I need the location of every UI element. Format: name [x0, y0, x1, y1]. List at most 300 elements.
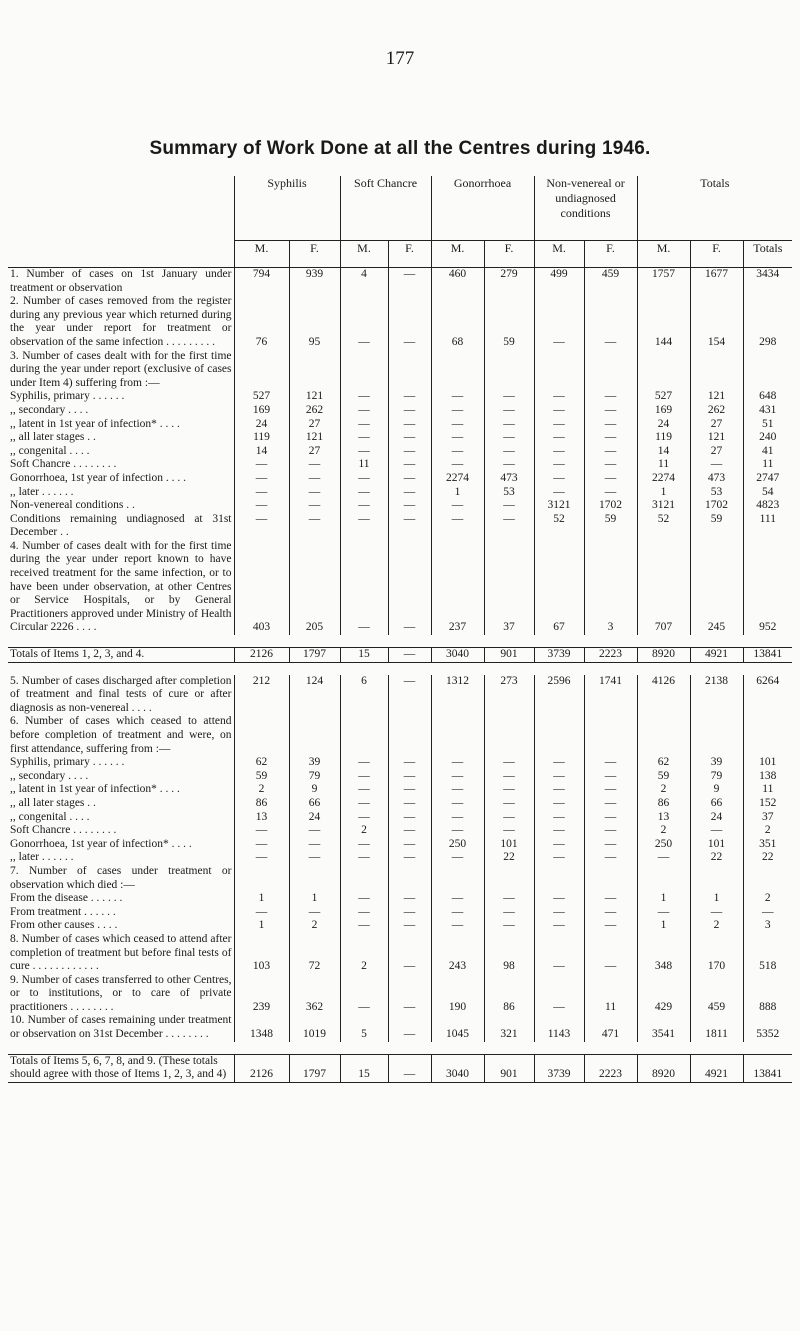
value-cell: — — [534, 811, 584, 825]
value-cell: — — [431, 445, 484, 459]
value-cell: 51 — [743, 418, 792, 432]
value-cell: 11 — [743, 458, 792, 472]
value-cell: 1019 — [289, 1014, 340, 1041]
value-cell — [289, 865, 340, 892]
value-cell: 121 — [690, 431, 743, 445]
value-cell: — — [431, 458, 484, 472]
totals-row — [8, 648, 792, 663]
value-cell — [690, 350, 743, 391]
value-cell: 13 — [637, 811, 690, 825]
value-cell — [584, 715, 637, 756]
table-row — [8, 350, 792, 391]
value-cell: 473 — [484, 472, 534, 486]
value-cell: — — [743, 906, 792, 920]
row-label: From other causes . . . . — [10, 919, 118, 932]
value-cell: — — [388, 540, 431, 635]
value-cell: 1 — [234, 919, 289, 933]
value-cell: — — [584, 756, 637, 770]
value-cell: 54 — [743, 486, 792, 500]
value-cell: 2274 — [431, 472, 484, 486]
value-cell: — — [431, 919, 484, 933]
value-cell: 27 — [690, 418, 743, 432]
value-cell — [637, 350, 690, 391]
value-cell: — — [534, 933, 584, 974]
value-cell: 321 — [484, 1014, 534, 1041]
value-cell: — — [388, 486, 431, 500]
value-cell: 27 — [690, 445, 743, 459]
value-cell: — — [289, 486, 340, 500]
value-cell: — — [234, 458, 289, 472]
page-number: 177 — [385, 48, 415, 69]
row-label: Totals of Items 5, 6, 7, 8, and 9. (These totals should agree with those of Items 1, 2, 3, and 4) — [8, 1054, 234, 1082]
value-cell: 2126 — [234, 648, 289, 663]
table-row — [8, 472, 792, 486]
value-cell: 205 — [289, 540, 340, 635]
value-cell: 24 — [690, 811, 743, 825]
value-cell: 3121 — [637, 499, 690, 513]
value-cell: 237 — [431, 540, 484, 635]
value-cell: — — [340, 295, 388, 349]
value-cell: 1797 — [289, 1054, 340, 1082]
value-cell: — — [431, 783, 484, 797]
spacer-row — [8, 635, 792, 648]
value-cell — [234, 350, 289, 391]
value-cell: — — [289, 513, 340, 540]
table-row — [8, 851, 792, 865]
value-cell: — — [534, 770, 584, 784]
value-cell: — — [289, 458, 340, 472]
value-cell: 66 — [690, 797, 743, 811]
value-cell — [388, 350, 431, 391]
value-cell: — — [584, 472, 637, 486]
value-cell: 1 — [690, 892, 743, 906]
header-corner — [8, 176, 234, 241]
value-cell: — — [484, 892, 534, 906]
value-cell: 59 — [234, 770, 289, 784]
value-cell: 351 — [743, 838, 792, 852]
value-cell: — — [340, 418, 388, 432]
value-cell: — — [584, 418, 637, 432]
value-cell: 1312 — [431, 675, 484, 716]
value-cell: — — [534, 458, 584, 472]
value-cell: — — [289, 499, 340, 513]
value-cell: 11 — [637, 458, 690, 472]
value-cell: — — [340, 486, 388, 500]
value-cell: 1741 — [584, 675, 637, 716]
value-cell: 901 — [484, 648, 534, 663]
value-cell: 1702 — [584, 499, 637, 513]
row-label: 1. Number of cases on 1st January under treatment or observation — [10, 268, 232, 294]
value-cell: 2 — [340, 824, 388, 838]
value-cell: — — [340, 919, 388, 933]
sub-header-cell: M. — [234, 241, 289, 268]
value-cell: 4 — [340, 268, 388, 296]
spacer-row — [8, 1042, 792, 1055]
value-cell: 27 — [289, 418, 340, 432]
table-row — [8, 811, 792, 825]
value-cell: 527 — [637, 390, 690, 404]
value-cell — [637, 865, 690, 892]
value-cell: 144 — [637, 295, 690, 349]
value-cell: 518 — [743, 933, 792, 974]
row-label: From treatment . . . . . . — [10, 905, 116, 918]
value-cell: 1 — [234, 892, 289, 906]
row-label: 10. Number of cases remaining under treatment or observation on 31st December . . . . . . . . — [10, 1014, 232, 1041]
value-cell: — — [388, 797, 431, 811]
value-cell: 212 — [234, 675, 289, 716]
value-cell: — — [340, 851, 388, 865]
value-cell: 59 — [690, 513, 743, 540]
value-cell: 2138 — [690, 675, 743, 716]
value-cell: 3739 — [534, 1054, 584, 1082]
value-cell: — — [484, 418, 534, 432]
value-cell: — — [431, 431, 484, 445]
value-cell: 362 — [289, 974, 340, 1015]
value-cell: — — [584, 458, 637, 472]
value-cell: 939 — [289, 268, 340, 296]
sub-header-cell: M. — [637, 241, 690, 268]
table-row — [8, 756, 792, 770]
value-cell: 121 — [289, 390, 340, 404]
row-label: ,, latent in 1st year of infection* . . . . — [10, 417, 180, 430]
value-cell: — — [234, 472, 289, 486]
row-label: 3. Number of cases dealt with for the first time during the year under report (exclusive of cases under Item 4) suffering from :— — [10, 349, 232, 389]
value-cell: 9 — [690, 783, 743, 797]
value-cell: — — [484, 390, 534, 404]
sub-header-cell: F. — [289, 241, 340, 268]
spacer-cell — [8, 635, 792, 648]
value-cell: — — [584, 906, 637, 920]
value-cell: — — [340, 974, 388, 1015]
value-cell: — — [484, 499, 534, 513]
value-cell: — — [534, 472, 584, 486]
value-cell: — — [484, 770, 534, 784]
value-cell — [637, 715, 690, 756]
value-cell: 262 — [289, 404, 340, 418]
table-row — [8, 865, 792, 892]
value-cell: — — [234, 824, 289, 838]
sub-header-cell: Totals — [743, 241, 792, 268]
value-cell: 1797 — [289, 648, 340, 663]
value-cell: 1811 — [690, 1014, 743, 1041]
value-cell: — — [431, 797, 484, 811]
value-cell: 24 — [637, 418, 690, 432]
value-cell: 459 — [690, 974, 743, 1015]
value-cell: 4921 — [690, 648, 743, 663]
value-cell: 22 — [690, 851, 743, 865]
value-cell — [690, 715, 743, 756]
value-cell: — — [690, 458, 743, 472]
value-cell: — — [340, 797, 388, 811]
table-row — [8, 458, 792, 472]
value-cell: — — [584, 770, 637, 784]
value-cell: 273 — [484, 675, 534, 716]
row-label: ,, all later stages . . — [10, 796, 96, 809]
value-cell: — — [484, 404, 534, 418]
value-cell: — — [534, 486, 584, 500]
sub-header-cell: M. — [534, 241, 584, 268]
value-cell: 13841 — [743, 648, 792, 663]
value-cell: — — [534, 851, 584, 865]
value-cell: — — [234, 513, 289, 540]
value-cell: — — [340, 390, 388, 404]
value-cell: — — [234, 851, 289, 865]
value-cell: — — [289, 906, 340, 920]
table-row — [8, 974, 792, 1015]
sub-header-cell: M. — [431, 241, 484, 268]
value-cell: 2 — [743, 892, 792, 906]
value-cell: 2223 — [584, 1054, 637, 1082]
value-cell — [690, 865, 743, 892]
table-row — [8, 486, 792, 500]
value-cell: 2 — [637, 783, 690, 797]
value-cell: — — [534, 838, 584, 852]
row-label: From the disease . . . . . . — [10, 892, 123, 905]
value-cell: 2 — [234, 783, 289, 797]
value-cell: 1 — [637, 919, 690, 933]
value-cell: 3434 — [743, 268, 792, 296]
value-cell: — — [388, 390, 431, 404]
value-cell: — — [388, 268, 431, 296]
value-cell: 8920 — [637, 648, 690, 663]
value-cell: — — [584, 919, 637, 933]
value-cell: 245 — [690, 540, 743, 635]
value-cell: 119 — [637, 431, 690, 445]
sub-header-cell: F. — [584, 241, 637, 268]
row-label: ,, secondary . . . . — [10, 769, 89, 782]
table-row — [8, 797, 792, 811]
value-cell: 67 — [534, 540, 584, 635]
row-label: 2. Number of cases removed from the register during any previous year which returned during the year under report for treatment or observation of the same infection . . . . . . . . . — [10, 295, 232, 348]
value-cell: 101 — [690, 838, 743, 852]
value-cell: — — [484, 756, 534, 770]
value-cell: — — [431, 390, 484, 404]
value-cell: — — [340, 404, 388, 418]
value-cell: 59 — [637, 770, 690, 784]
value-cell: — — [584, 486, 637, 500]
row-label: ,, congenital . . . . — [10, 444, 90, 457]
value-cell: 72 — [289, 933, 340, 974]
value-cell — [234, 865, 289, 892]
value-cell: — — [388, 770, 431, 784]
table-row — [8, 431, 792, 445]
value-cell: — — [431, 892, 484, 906]
value-cell: — — [584, 295, 637, 349]
value-cell: 119 — [234, 431, 289, 445]
value-cell: 14 — [637, 445, 690, 459]
value-cell — [484, 715, 534, 756]
value-cell: 499 — [534, 268, 584, 296]
value-cell: — — [431, 906, 484, 920]
value-cell: 250 — [431, 838, 484, 852]
value-cell: — — [340, 783, 388, 797]
value-cell: — — [388, 851, 431, 865]
sub-header-corner — [8, 241, 234, 268]
value-cell: — — [484, 513, 534, 540]
value-cell: 431 — [743, 404, 792, 418]
table-row — [8, 499, 792, 513]
value-cell: 37 — [743, 811, 792, 825]
value-cell — [431, 865, 484, 892]
value-cell: — — [388, 919, 431, 933]
value-cell: 2596 — [534, 675, 584, 716]
spacer-cell — [8, 662, 792, 675]
value-cell: — — [289, 824, 340, 838]
row-label: Gonorrhoea, 1st year of infection . . . . — [10, 471, 186, 484]
value-cell: — — [534, 824, 584, 838]
value-cell — [584, 350, 637, 391]
value-cell: — — [484, 783, 534, 797]
header-soft-chancre: Soft Chancre — [340, 176, 431, 241]
value-cell — [289, 350, 340, 391]
value-cell: — — [388, 295, 431, 349]
value-cell: 1757 — [637, 268, 690, 296]
value-cell: 1 — [431, 486, 484, 500]
value-cell: — — [340, 431, 388, 445]
row-label: 6. Number of cases which ceased to attend before completion of treatment and were, on first attendance, suffering from :— — [10, 715, 232, 755]
value-cell: 39 — [690, 756, 743, 770]
value-cell: — — [388, 906, 431, 920]
value-cell: 39 — [289, 756, 340, 770]
table-row — [8, 404, 792, 418]
value-cell: — — [340, 892, 388, 906]
value-cell: — — [388, 675, 431, 716]
value-cell: 5352 — [743, 1014, 792, 1041]
value-cell: 1702 — [690, 499, 743, 513]
value-cell: 1677 — [690, 268, 743, 296]
value-cell: — — [388, 811, 431, 825]
value-cell — [234, 715, 289, 756]
value-cell: 169 — [637, 404, 690, 418]
value-cell: — — [289, 472, 340, 486]
row-label: 4. Number of cases dealt with for the first time during the year under report known to have received treatment for the same infection, or to have been under observation, at other Centres or Service Hospitals, or by General Practitioners approved under Ministry of Health Circular 2226 . . . . — [10, 539, 232, 634]
value-cell: — — [234, 486, 289, 500]
value-cell: 888 — [743, 974, 792, 1015]
row-label: ,, later . . . . . . — [10, 851, 74, 864]
value-cell: — — [534, 919, 584, 933]
value-cell: 13841 — [743, 1054, 792, 1082]
value-cell — [431, 350, 484, 391]
value-cell: — — [234, 499, 289, 513]
value-cell: — — [484, 919, 534, 933]
value-cell: 79 — [289, 770, 340, 784]
value-cell: 6 — [340, 675, 388, 716]
value-cell: 901 — [484, 1054, 534, 1082]
table-body — [8, 268, 792, 1083]
value-cell — [388, 865, 431, 892]
value-cell: — — [388, 838, 431, 852]
value-cell: — — [484, 824, 534, 838]
value-cell: 4921 — [690, 1054, 743, 1082]
value-cell: 473 — [690, 472, 743, 486]
value-cell: — — [388, 1014, 431, 1041]
spacer-row — [8, 662, 792, 675]
table-row — [8, 715, 792, 756]
value-cell: — — [534, 445, 584, 459]
value-cell: — — [584, 838, 637, 852]
value-cell: — — [340, 540, 388, 635]
value-cell: — — [534, 404, 584, 418]
value-cell: 22 — [743, 851, 792, 865]
value-cell: 429 — [637, 974, 690, 1015]
row-label: Totals of Items 1, 2, 3, and 4. — [8, 648, 234, 663]
row-label: ,, congenital . . . . — [10, 810, 90, 823]
value-cell: — — [484, 906, 534, 920]
value-cell: 2 — [637, 824, 690, 838]
value-cell: — — [534, 783, 584, 797]
value-cell: — — [289, 851, 340, 865]
value-cell: 2747 — [743, 472, 792, 486]
value-cell: — — [388, 933, 431, 974]
value-cell: — — [534, 418, 584, 432]
table-row — [8, 1014, 792, 1041]
row-label: 7. Number of cases under treatment or observation which died :— — [10, 864, 232, 891]
value-cell: 648 — [743, 390, 792, 404]
value-cell: 24 — [289, 811, 340, 825]
value-cell — [584, 865, 637, 892]
value-cell: — — [584, 390, 637, 404]
value-cell: — — [431, 770, 484, 784]
value-cell: — — [534, 431, 584, 445]
sub-header-cell: F. — [388, 241, 431, 268]
value-cell: — — [388, 513, 431, 540]
value-cell: 471 — [584, 1014, 637, 1041]
header-totals: Totals — [637, 176, 792, 241]
row-label: ,, later . . . . . . — [10, 485, 74, 498]
value-cell: 41 — [743, 445, 792, 459]
value-cell: — — [484, 431, 534, 445]
value-cell: 2274 — [637, 472, 690, 486]
value-cell: 8920 — [637, 1054, 690, 1082]
value-cell: — — [584, 445, 637, 459]
table-row — [8, 513, 792, 540]
value-cell: 240 — [743, 431, 792, 445]
value-cell: 154 — [690, 295, 743, 349]
row-label: 8. Number of cases which ceased to attend after completion of treatment but before final tests of cure . . . . . . . . . . . . — [10, 932, 232, 973]
value-cell — [340, 350, 388, 391]
value-cell: — — [431, 404, 484, 418]
value-cell: — — [584, 824, 637, 838]
value-cell: — — [340, 770, 388, 784]
value-cell: — — [388, 648, 431, 663]
table-row — [8, 268, 792, 296]
sub-header-cell: M. — [340, 241, 388, 268]
value-cell — [534, 715, 584, 756]
value-cell: 1 — [637, 486, 690, 500]
value-cell: — — [534, 756, 584, 770]
table-row — [8, 445, 792, 459]
value-cell: 5 — [340, 1014, 388, 1041]
value-cell: 2223 — [584, 648, 637, 663]
row-label: 9. Number of cases transferred to other Centres, or to institutions, or to care of private practitioners . . . . . . . . — [10, 973, 232, 1013]
table-row — [8, 295, 792, 349]
value-cell: 952 — [743, 540, 792, 635]
table-row — [8, 892, 792, 906]
value-cell: — — [584, 797, 637, 811]
value-cell: — — [388, 445, 431, 459]
row-label: 5. Number of cases discharged after completion of treatment and final tests of cure or after diagnosis as non-venereal . . . . — [10, 674, 232, 714]
value-cell: 68 — [431, 295, 484, 349]
value-cell: 169 — [234, 404, 289, 418]
value-cell: — — [340, 838, 388, 852]
sub-header-cell: F. — [690, 241, 743, 268]
value-cell — [340, 715, 388, 756]
value-cell — [484, 865, 534, 892]
value-cell: — — [431, 756, 484, 770]
value-cell: — — [388, 756, 431, 770]
value-cell: 2 — [743, 824, 792, 838]
value-cell: — — [534, 797, 584, 811]
